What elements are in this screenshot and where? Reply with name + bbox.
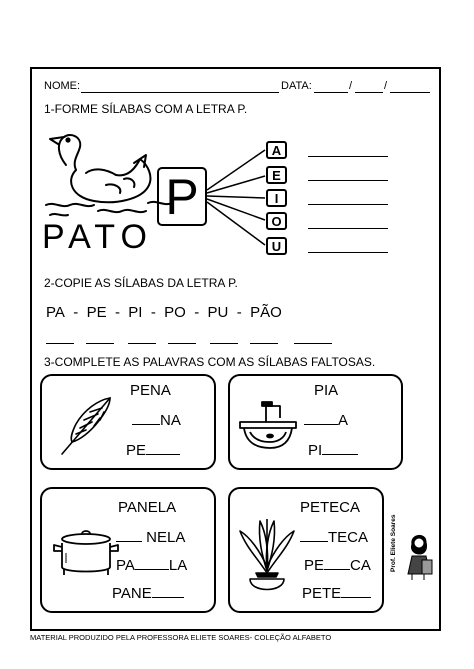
vowel-box-e: E xyxy=(266,166,287,184)
date-year-field[interactable] xyxy=(390,92,430,93)
syllable-text: TECA xyxy=(328,529,369,546)
fill-in-line xyxy=(112,585,184,602)
copy-line-5[interactable] xyxy=(210,343,238,344)
fill-in-line xyxy=(126,442,180,459)
syllable-pe: PE xyxy=(86,304,107,321)
card-pia xyxy=(228,374,403,470)
feather-icon xyxy=(58,392,118,458)
date-label: DATA: xyxy=(281,80,312,92)
answer-line-e[interactable] xyxy=(308,180,388,181)
syllable-text: PANE xyxy=(112,585,152,602)
fill-in-line xyxy=(304,557,371,574)
blank[interactable] xyxy=(322,454,358,455)
vowel-box-o: O xyxy=(266,212,287,230)
blank[interactable] xyxy=(116,541,142,542)
answer-line-a[interactable] xyxy=(308,156,388,157)
card-title: PANELA xyxy=(118,499,177,516)
syllable-separator: - xyxy=(150,304,156,321)
syllable-pi: PI xyxy=(128,304,143,321)
date-month-field[interactable] xyxy=(355,92,383,93)
section2-title: 2-COPIE AS SÍLABAS DA LETRA P. xyxy=(44,276,238,290)
syllable-text: A xyxy=(338,412,349,429)
vowel-box-a: A xyxy=(266,141,287,159)
shuttlecock-icon xyxy=(236,517,298,597)
syllable-po: PO xyxy=(164,304,186,321)
syllable-pu: PU xyxy=(207,304,229,321)
syllable-text: PE xyxy=(304,557,325,574)
fill-in-line xyxy=(308,442,358,459)
word-pato: PATO xyxy=(42,218,153,256)
date-separator: / xyxy=(349,80,353,92)
syllable-text: PETE xyxy=(302,585,342,602)
name-label: NOME: xyxy=(44,80,81,92)
vowel-box-i: I xyxy=(266,189,287,207)
vowel-box-u: U xyxy=(266,237,287,255)
fill-in-line xyxy=(116,557,187,574)
syllable-text: PA xyxy=(116,557,135,574)
blank[interactable] xyxy=(132,424,160,425)
fill-in-line xyxy=(302,585,371,602)
big-letter-p: P xyxy=(157,167,207,226)
answer-line-u[interactable] xyxy=(308,252,388,253)
name-field[interactable] xyxy=(81,92,279,93)
blank[interactable] xyxy=(135,569,169,570)
fill-in-line xyxy=(132,412,181,429)
syllable-text: NELA xyxy=(146,529,186,546)
card-title: PETECA xyxy=(300,499,361,516)
teacher-figure-icon xyxy=(404,530,434,580)
syllable-text: CA xyxy=(350,557,371,574)
syllable-separator: - xyxy=(194,304,200,321)
section1-title: 1-FORME SÍLABAS COM A LETRA P. xyxy=(44,102,248,116)
syllable-separator: - xyxy=(73,304,79,321)
teacher-signature: Prof. Eliete Soares xyxy=(390,514,397,572)
blank[interactable] xyxy=(152,597,184,598)
card-panela xyxy=(40,487,216,613)
blank[interactable] xyxy=(304,424,338,425)
fill-in-line xyxy=(116,529,185,546)
sink-icon xyxy=(236,398,302,454)
syllable-pa: PA xyxy=(46,304,65,321)
copy-line-7[interactable] xyxy=(294,343,332,344)
pot-icon xyxy=(52,527,120,579)
date-separator: / xyxy=(384,80,388,92)
copy-line-6[interactable] xyxy=(250,343,278,344)
blank[interactable] xyxy=(324,569,350,570)
footer-credit: MATERIAL PRODUZIDO PELA PROFESSORA ELIETE SOARES- COLEÇÃO ALFABETO xyxy=(30,633,332,642)
card-title: PIA xyxy=(314,382,339,399)
syllable-row xyxy=(46,304,282,321)
syllable-text: NA xyxy=(160,412,181,429)
syllable-separator: - xyxy=(114,304,120,321)
section3-title: 3-COMPLETE AS PALAVRAS COM AS SÍLABAS FALTOSAS. xyxy=(44,355,376,369)
copy-line-3[interactable] xyxy=(128,343,156,344)
copy-line-4[interactable] xyxy=(168,343,196,344)
syllable-separator: - xyxy=(236,304,242,321)
card-pena xyxy=(40,374,216,470)
card-peteca xyxy=(228,487,384,613)
copy-line-1[interactable] xyxy=(46,343,74,344)
syllable-pao: PÃO xyxy=(250,304,282,321)
fill-in-line xyxy=(304,412,348,429)
blank[interactable] xyxy=(146,454,180,455)
blank[interactable] xyxy=(300,541,328,542)
card-title: PENA xyxy=(130,382,171,399)
answer-line-i[interactable] xyxy=(308,204,388,205)
copy-line-2[interactable] xyxy=(86,343,114,344)
date-day-field[interactable] xyxy=(314,92,348,93)
connector-lines xyxy=(205,140,270,260)
fill-in-line xyxy=(300,529,368,546)
syllable-text: PE xyxy=(126,442,147,459)
syllable-text: PI xyxy=(308,442,323,459)
blank[interactable] xyxy=(341,597,371,598)
answer-line-o[interactable] xyxy=(308,228,388,229)
syllable-text: LA xyxy=(168,557,188,574)
